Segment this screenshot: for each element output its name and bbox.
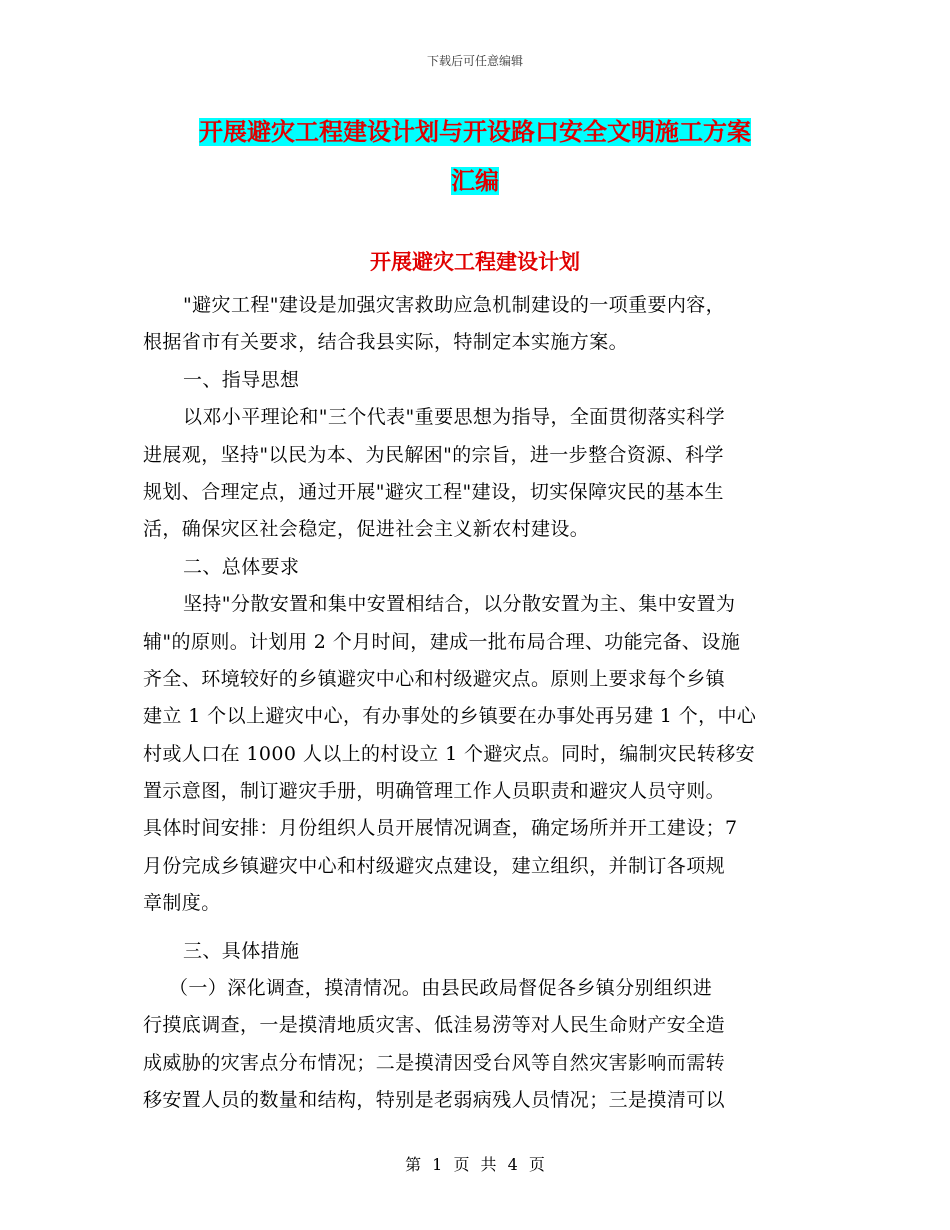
paragraph-line: （一）深化调查，摸清情况。由县民政局督促各乡镇分别组织进 (169, 977, 713, 1000)
paragraph-line: 具体时间安排：月份组织人员开展情况调查，确定场所并开工建设；7 (143, 817, 738, 840)
document-body (143, 287, 808, 1120)
document-title-line-2: 汇编 (451, 167, 499, 195)
section-heading: 一、指导思想 (183, 368, 300, 391)
document-title (140, 108, 810, 206)
section-heading: 二、总体要求 (183, 555, 300, 578)
paragraph-line: 建立 1 个以上避灾中心，有办事处的乡镇要在办事处再另建 1 个，中心 (143, 705, 757, 728)
section-heading: 三、具体措施 (183, 939, 300, 962)
paragraph-line: "避灾工程"建设是加强灾害救助应急机制建设的一项重要内容， (183, 294, 726, 316)
paragraph-line: 成威胁的灾害点分布情况；二是摸清因受台风等自然灾害影响而需转 (143, 1051, 726, 1074)
paragraph-line: 根据省市有关要求，结合我县实际，特制定本实施方案。 (143, 331, 629, 354)
section-title: 开展避灾工程建设计划 (370, 250, 580, 274)
document-title-line-1: 开展避灾工程建设计划与开设路口安全文明施工方案 (199, 118, 751, 146)
paragraph-line: 以邓小平理论和"三个代表"重要思想为指导，全面贯彻落实科学 (183, 406, 726, 429)
paragraph-line: 规划、合理定点，通过开展"避灾工程"建设，切实保障灾民的基本生 (143, 480, 724, 503)
paragraph-line: 移安置人员的数量和结构，特别是老弱病残人员情况；三是摸清可以 (143, 1089, 726, 1112)
paragraph-line: 齐全、环境较好的乡镇避灾中心和村级避灾点。原则上要求每个乡镇 (143, 667, 726, 690)
paragraph-line: 进展观，坚持"以民为本、为民解困"的宗旨，进一步整合资源、科学 (143, 443, 724, 466)
paragraph-line: 置示意图，制订避灾手册，明确管理工作人员职责和避灾人员守则。 (143, 780, 726, 803)
paragraph-line: 月份完成乡镇避灾中心和村级避灾点建设，建立组织，并制订各项规 (143, 854, 726, 877)
paragraph-line: 活，确保灾区社会稳定，促进社会主义新农村建设。 (143, 518, 590, 541)
paragraph-line: 章制度。 (143, 892, 221, 915)
page-footer: 第 1 页 共 4 页 (405, 1155, 545, 1174)
paragraph-line: 坚持"分散安置和集中安置相结合，以分散安置为主、集中安置为 (183, 593, 736, 616)
paragraph-line: 村或人口在 1000 人以上的村设立 1 个避灾点。同时，编制灾民转移安 (143, 742, 756, 765)
page-header: 下载后可任意编辑 (426, 54, 523, 68)
paragraph-line: 行摸底调查，一是摸清地质灾害、低洼易涝等对人民生命财产安全造 (143, 1014, 726, 1037)
paragraph-line: 辅"的原则。计划用 2 个月时间，建成一批布局合理、功能完备、设施 (143, 630, 741, 653)
